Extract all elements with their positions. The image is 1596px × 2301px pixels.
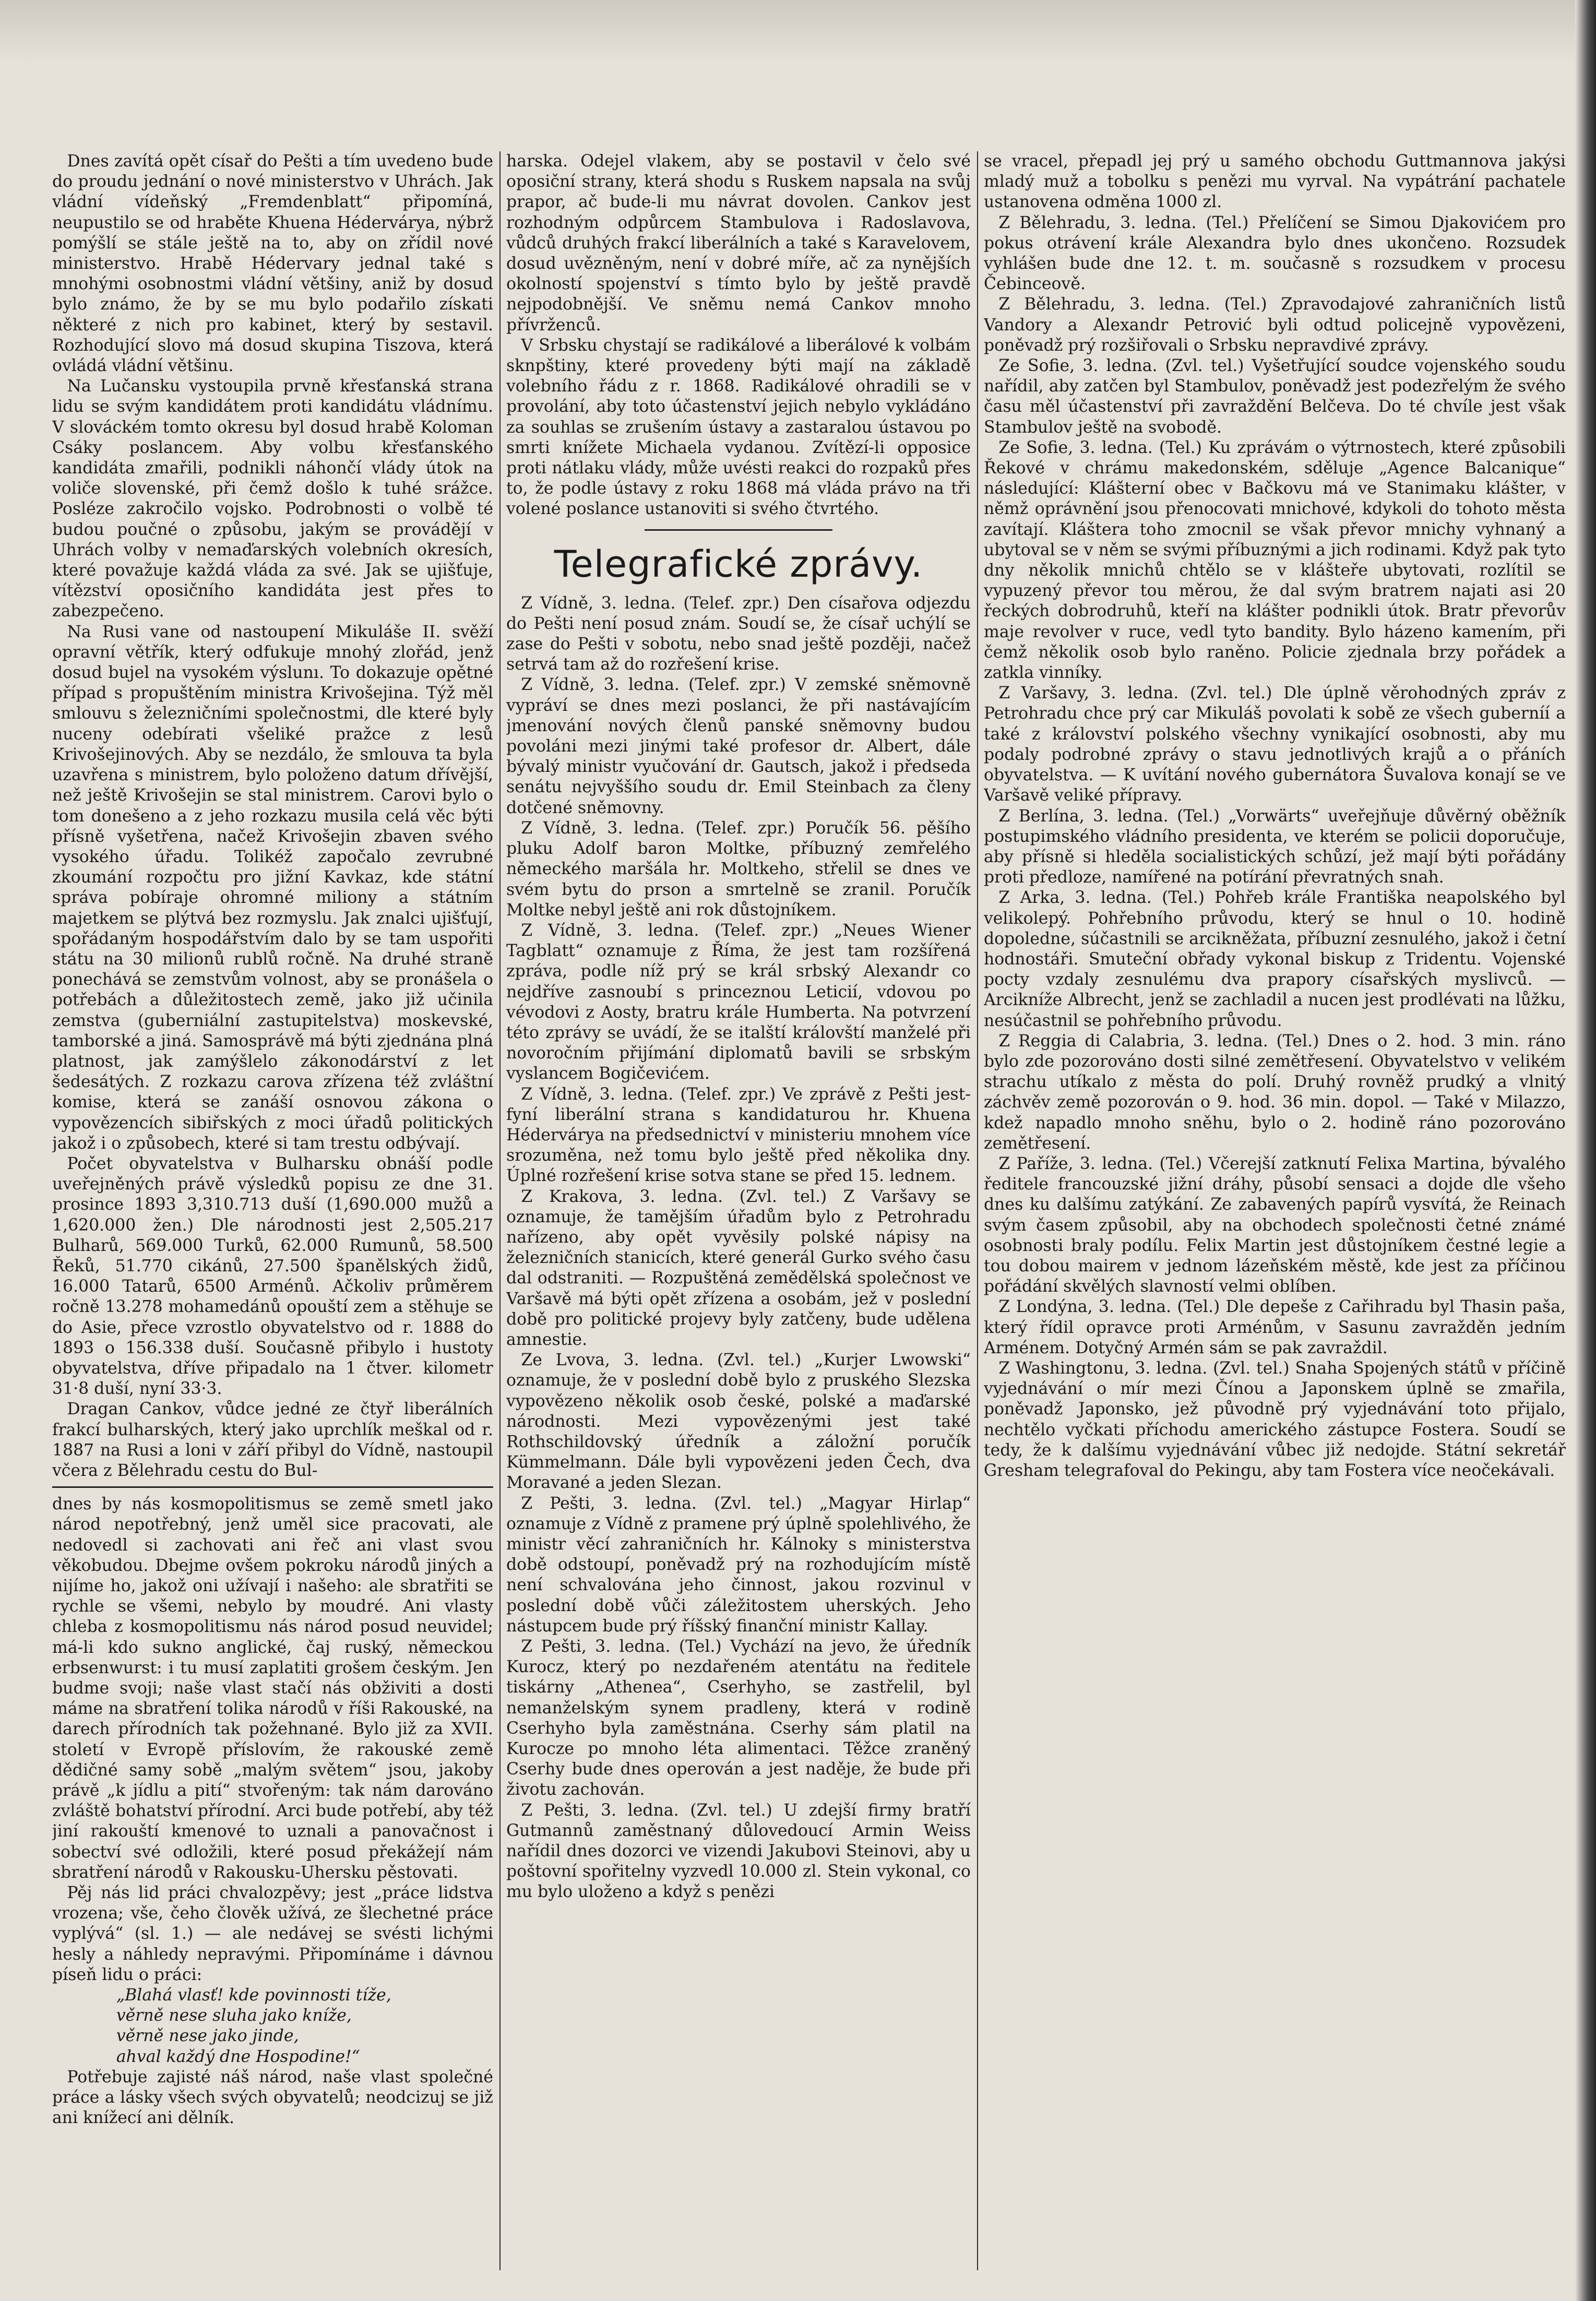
section-divider [52,1486,493,1488]
article-paragraph: Potřebuje zajisté náš národ, naše vlast společné práce a lásky všech svých obyvatelů; neodcizuj se již ani knížecí ani dělník. [52,2067,493,2128]
telegram-item: Z Vídně, 3. ledna. (Telef. zpr.) Poručík 56. pěšího pluku Adolf baron Moltke, příbuzný zemřelého německého maršála hr. Moltkeho, střelil se dnes ve svém bytu do prson a smrtelně se zranil. Poručík Moltke nebyl ještě ani rok důstojníkem. [506,818,971,920]
article-paragraph: Pěj nás lid práci chvalozpěvy; jest „práce lidstva vrozena; vše, čeho člověk užívá, ze šlechetné práce vyplývá“ (sl. 1.) — ale nedávej se svésti lichými hesly a náhledy nepravými. Připomínáme i dávnou píseň lidu o práci: [52,1883,493,1984]
telegram-item: Z Pešti, 3. ledna. (Zvl. tel.) „Magyar Hirlap“ oznamuje z Vídně z pramene prý úplně spolehlivého, že ministr věcí zahraničních hr. Kálnoky s ministerstva době odstoupí, poněvadž prý na rozhodujícím místě není schvalována jeho činnost, jakou rozvinul v poslední době vůči záležitostem uherských. Jeho nástupcem bude prý říšský finanční ministr Kallay. [506,1494,971,1636]
telegram-item: Z Reggia di Calabria, 3. ledna. (Tel.) Dnes o 2. hod. 3 min. ráno bylo zde pozorováno dosti silné zemětřesení. Obyvatelstvo v velikém strachu utíkalo z města do polí. Druhý rovněž prudký a vlnitý záchvěv země pozorován o 9. hod. 36 min. dopol. — Také v Milazzo, kdež napadlo mnoho sněhu, bylo o 2. hodině ráno pozorováno zemětřesení. [984,1031,1566,1153]
poem-line: ahval každý dne Hospodine!“ [116,2047,360,2066]
telegram-item: Ze Sofie, 3. ledna. (Zvl. tel.) Vyšetřující soudce vojenského soudu nařídil, aby zatčen byl Stambulov, poněvadž jest podezřelým že svého času měl účastenství při zavraždění Belčeva. Do té chvíle jest však Stambulov ještě na svobodě. [984,356,1566,437]
middle-column [506,151,971,2270]
article-paragraph: dnes by nás kosmopolitismus se země smetl jako národ nepotřebný, jenž uměl sice pracovati, ale nedovedl si zachovati ani řeč ani vlast svou věkobudou. Dbejme ovšem pokroku národů jiných a nijíme ho, jakož oni užívají i našeho: ale sbratřiti se rychle se všemi, nebylo by moudré. Ani vlasty chleba z kosmopolitismu nás národ posud neuvidel; má-li kdo sukno anglické, čaj ruský, německou erbsenwurst: i tu musí zaplatiti grošem českým. Jen budme svoji; naše vlast stačí nás obživiti a dosti máme na sbratření tolika národů v říši Rakouské, na darech přírodních tak požehnané. Bylo již za XVII. století v Evropě příslovím, že rakouské země dědičné samy sobě „malým světem“ jsou, jakoby právě „k jídlu a pití“ stvořeným: tak nám darováno zvláště bohatství přírodní. Arci bude potřebí, aby též jiní rakouští kmenové to uznali a panovačnost i sobectví své odložili, které posud překážejí nám sbratření národů v Rakousku-Uhersku pěstovati. [52,1495,493,1882]
telegram-item: se vracel, přepadl jej prý u samého obchodu Guttmannova jakýsi mladý muž a tobolku s penězi mu vyrval. Na vypátrání pachatele ustanovena odměna 1000 zl. [984,152,1566,212]
telegram-item: Z Varšavy, 3. ledna. (Zvl. tel.) Dle úplně věrohodných zpráv z Petrohradu chce prý car Mikuláš povolati k sobě ze všech guberníí a také z království polského všechny vynikající osobnosti, aby mu podaly podrobné zprávy o stavu jednotlivých krajů a o přáních obyvatelstva. — K uvítání nového gubernátora Šuvalova konají se ve Varšavě veliké přípravy. [984,684,1566,805]
article-paragraph: Na Lučansku vystoupila prvně křesťanská strana lidu se svým kandidátem proti kandidátu vládnímu. V slováckém tomto okresu byl dosud hrabě Koloman Csáky poslancem. Aby volbu křesťanského kandidáta zmařili, podnikli náhončí vlády útok na voliče slovenské, při čemž došlo k tuhé srážce. Posléze zakročilo vojsko. Podrobnosti o volbě té budou poučné o způsobu, jakým se provádějí v Uhrách volby v nemaďarských volebních okresích, které považuje každá vláda za své. Jak se ujišťuje, vítězství oposičního kandidáta jest přes to zabezpečeno. [52,377,493,621]
telegram-item: Z Washingtonu, 3. ledna. (Zvl. tel.) Snaha Spojených států v příčině vyjednávání o mír mezi Čínou a Japonskem úplně se zmařila, poněvadž Japonsko, jež původně prý vyjednávání toto přijalo, nechtělo vyčkati příchodu amerického zástupce Fostera. Soudí se tedy, že k dalšímu vyjednávání vůbec již nedojde. Státní sekretář Gresham telegrafoval do Pekingu, aby tam Fostera více neočekávali. [984,1358,1566,1480]
newspaper-page [52,151,1566,2270]
poem-quote [52,1985,493,2067]
column-rule [977,151,978,2270]
scan-top-edge [0,0,1596,63]
telegram-item: Z Berlína, 3. ledna. (Tel.) „Vorwärts“ uveřejňuje důvěrný oběžník postupimského vládního presidenta, ve kterém se policii doporučuje, aby přísně si hleděla socialistických schůzí, jež mají býti pořádány proti předloze, namířené na potírání převratných snah. [984,806,1566,887]
article-paragraph: Počet obyvatelstva v Bulharsku obnáší podle uveřejněných právě výsledků popisu ze dne 31. prosince 1893 3,310.713 duší (1,690.000 mužů a 1,620.000 žen.) Dle národnosti jest 2,505.217 Bulharů, 569.000 Turků, 62.000 Rumunů, 58.500 Řeků, 51.770 cikánů, 27.500 španělských židů, 16.000 Tatarů, 6500 Arménů. Ačkoliv průměrem ročně 13.278 mohamedánů opouští zem a stěhuje se do Asie, přece vzrostlo obyvatelstvo od r. 1888 do 1893 o 156.338 duší. Současně přibylo i hustoty obyvatelstva, dříve připadalo na 1 čtver. kilometr 31·8 duší, nyní 33·3. [52,1154,493,1399]
article-paragraph: Na Rusi vane od nastoupení Mikuláše II. svěží opravní větřík, který odfukuje mnohý zlořád, jenž dosud bujel na vysokém výslunı. To dokazuje opětné případ s propuštěním ministra Krivošejina. Týž měl smlouvu s železničními společnostmi, dle které byly nuceny odebírati všeliké pražce z lesů Krivošejinových. Aby se nezdálo, že smlouva ta byla uzavřena s ministrem, bylo položeno datum dřívější, než ještě Krivošejin se stal ministrem. Carovi bylo o tom donešeno a z jeho rozkazu musila celá věc býti přísně vyšetřena, načež Krivošejin zbaven svého vysokého úřadu. Tolikéž započalo zevrubné zkoumání rozpočtu pro jižní Kavkaz, kde státní správa pobíraje ohromné miliony a státním majetkem se plýtvá bez rozmyslu. Jak znalci ujišťují, spořádaným hospodářstvím dalo by se tam uspořiti státu na 30 milionů rublů ročně. Na druhé straně ponechává se zemstvům volnost, aby se pronášela o potřebách a důležitostech země, jako již učinila zemstva (guberniální zastupitelstva) moskevské, tamborské a jiná. Samosprávě má býti zjednána plná platnost, jak zamýšlelo zákonodárství z let šedesátých. Z rozkazu carova zřízena též zvláštní komise, která se zanáší osnovou zákona o vypovězencích sibiřských z moci úřadů politických jakož i o způsobech, které si tam trestu odbývají. [52,622,493,1153]
section-divider [645,529,832,531]
poem-line: věrně nese sluha jako kníže, [116,2006,352,2025]
telegram-item: Ze Sofie, 3. ledna. (Tel.) Ku zprávám o výtrnostech, které způsobili Řekové v chrámu makedonském, sděluje „Agence Balcanique“ následující: Klášterní obec v Bačkovu má ve Stanimaku klášter, v němž oprávnění jsou přenocovati mnichové, kdykoli do tohoto města zavítají. Kláštera toho zmocnil se však převor mnichy vyhnaný a ubytoval se v něm se svými příbuznými a jich rodinami. Když pak tyto dny několik mnichů chtělo se v klášteře ubytovati, rozlítil se vypuzený převor tou měrou, že dal svým bratrem najati asi 20 řeckých dobrodruhů, kteří na klášter podnikli útok. Bratr převorův maje revolver v ruce, vedl tyto bandity. Bylo házeno kamením, při čemž několik osob bylo raněno. Policie zjednala brzy pořádek a zatkla vinníky. [984,438,1566,683]
telegram-item: Z Krakova, 3. ledna. (Zvl. tel.) Z Varšavy se oznamuje, že tamějším úřadům bylo z Petrohradu nařízeno, aby opět vyvěsily polské nápisy na železničních stanicích, které generál Gurko svého času dal odstraniti. — Rozpuštěná zemědělská společnost ve Varšavě má býti opět zřízena a osobám, jež v poslední době pro politické projevy byly zatčeny, bude udělena amnestie. [506,1187,971,1349]
left-column [52,151,493,2270]
article-paragraph: Dragan Cankov, vůdce jedné ze čtyř liberálních frakcí bulharských, který jako uprchlík meškal od r. 1887 na Rusi a loni v září přibyl do Vídně, nastoupil včera z Bělehradu cestu do Bul- [52,1400,493,1480]
poem-line: věrně nese jako jinde, [116,2026,299,2046]
telegram-item: Z Bělehradu, 3. ledna. (Tel.) Přelíčení se Simou Djakovićem pro pokus otrávení krále Alexandra bylo dnes ukončeno. Rozsudek vyhlášen bude dne 12. t. m. současně s rozsudkem v procesu Čebinceově. [984,213,1566,294]
telegram-item: Z Vídně, 3. ledna. (Telef. zpr.) Ve zprávě z Pešti jest-fyní liberální strana s kandidaturou hr. Khuena Hédervárya na předsednictví v ministeriu mnohem více srozuměna, než tomu bylo ještě před několika dny. Úplné rozřešení krise sotva stane se před 15. lednem. [506,1084,971,1186]
section-heading: Telegrafické zprávy. [554,542,923,586]
telegram-item: Z Arka, 3. ledna. (Tel.) Pohřeb krále Františka neapolského byl velikolepý. Pohřebního průvodu, který se hnul o 10. hodině dopoledne, súčastnili se arcikněžata, příbuzní zesnulého, jakož i četní hodnostáři. Smuteční obřady vykonal biskup z Tridentu. Vojenské pocty vzdaly zesnulému dva prapory císařských myslivců. — Arcikníže Albrecht, jenž se zachladil a nucen jest prodlévati na lůžku, nesúčastnil se pohřebního průvodu. [984,888,1566,1030]
column-rule [499,151,501,2270]
telegram-item: Z Pešti, 3. ledna. (Tel.) Vychází na jevo, že úředník Kurocz, který po nezdařeném atentátu na ředitele tiskárny „Athenea“, Cserhyho, se zastřelil, byl nemanželským synem pradleny, která v rodině Cserhyho byla zaměstnána. Cserhy sám platil na Kurocze po mnoho léta alimentaci. Těžce zraněný Cserhy bude dnes operován a jest naděje, že bude při životu zachován. [506,1637,971,1799]
telegram-item: Z Paříže, 3. ledna. (Tel.) Včerejší zatknutí Felixa Martina, bývalého ředitele francouzské jižní dráhy, působí sensaci a dojde dle všeho dnes ku dalšímu zatýkání. Ze zabavených papírů vysvítá, že Reinach svým časem způsobil, aby na obchodech společnosti četné známé osobnosti braly podílu. Felix Martin jest důstojníkem čestné legie a tou dobou mairem v jednom lázeňském městě, kde jest za příčinou pořádání skvělých slavností velmi oblíben. [984,1154,1566,1296]
telegram-item: Z Vídně, 3. ledna. (Telef. zpr.) V zemské sněmovně vypráví se dnes mezi poslanci, že při nastávajícím jmenování nových členů panské sněmovny budou povoláni mezi jinými také profesor dr. Albert, dále bývalý ministr vyučování dr. Gautsch, jakož i předseda senátu nejvyššího soudu dr. Emil Steinbach za členy dotčené sněmovny. [506,675,971,817]
telegram-item: Z Vídně, 3. ledna. (Telef. zpr.) Den císařova odjezdu do Pešti není posud znám. Soudí se, že císař uchýlí se zase do Pešti v sobotu, nebo snad ještě později, načež setrvá tam až do rozřešení krise. [506,593,971,674]
article-paragraph: harska. Odejel vlakem, aby se postavil v čelo své oposiční strany, která shodu s Ruskem napsala na svůj prapor, ač bude-li mu návrat dovolen. Cankov jest rozhodným odpůrcem Stambulova i Radoslavova, vůdců druhých frakcí liberálních a také s Karavelovem, dosud uvězněným, není v dobré míře, ač za nynějších okolností spojenství s tímto bylo by ještě pravdě nejpodobnější. Ve sněmu nemá Cankov mnoho přívrženců. [506,152,971,335]
poem-line: „Blahá vlasť! kde povinnosti tíže, [116,1986,391,2005]
telegram-item: Ze Lvova, 3. ledna. (Zvl. tel.) „Kurjer Lwowski“ oznamuje, že v poslední době bylo z pruského Slezska vypovězeno několik osob české, polské a maďarské národnosti. Mezi vypovězenými jest také Rothschildovský úředník a záložní poručík Kümmelmann. Dále byli vypovězeni jeden Čech, dva Moravané a jeden Slezan. [506,1351,971,1493]
telegram-item: Z Londýna, 3. ledna. (Tel.) Dle depeše z Cařihradu byl Thasin paša, který řídil opravce proti Arménům, v Sasunu zavražděn jedním Arménem. Dotyčný Armén sám se pak zavraždil. [984,1297,1566,1357]
right-column [984,151,1566,2270]
scan-right-edge [1575,0,1596,2301]
article-paragraph: Dnes zavítá opět císař do Pešti a tím uvedeno bude do proudu jednání o nové ministerstvo v Uhrách. Jak vládní vídeňský „Fremdenblatt“ připomíná, neupustilo se od hraběte Khuena Hédervárya, nýbrž pomýšlí se stále ještě na to, aby on zřídil nové ministerstvo. Hrabě Hédervary jednal také s mnohými osobnostmi vládní většiny, aniž by dosud bylo známo, že by se mu bylo podařilo získati některé z nich pro kabinet, který by sestavil. Rozhodující slovo má dosud skupina Tiszova, která ovládá vládní většinu. [52,152,493,376]
article-paragraph: V Srbsku chystají se radikálové a liberálové k volbám sknpštiny, které provedeny býti mají na základě volebního řádu z r. 1868. Radikálové ohradili se v provolání, aby toto účastenství jejich nebylo vykládáno za souhlas se zrušením ústavy a zastaralou ústavou po smrti knížete Michaela vydanou. Zvítězí-li opposice proti nátlaku vlády, může uvésti reakci do rozpaků přes to, že podle ústavy z roku 1868 má vláda právo na tři volené poslance ustanoviti si svého čtvrtého. [506,336,971,519]
telegram-item: Z Bělehradu, 3. ledna. (Tel.) Zpravodajové zahraničních listů Vandory a Alexandr Petrović byli odtud policejně vypovězeni, poněvadž prý rozšiřovali o Srbsku nepravdivé zprávy. [984,295,1566,355]
telegram-item: Z Vídně, 3. ledna. (Telef. zpr.) „Neues Wiener Tagblatt“ oznamuje z Říma, že jest tam rozšířená zpráva, podle níž prý se král srbský Alexandr co nejdříve zasnoubí s princeznou Leticií, vdovou po vévodovi z Aosty, bratru krále Humberta. Na potvrzení této zprávy se uvádí, že se italští královští manželé při novoročním přijímání diplomatů bavili se srbským vyslancem Bogičevićem. [506,921,971,1083]
telegram-item: Z Pešti, 3. ledna. (Zvl. tel.) U zdejší firmy bratří Gutmannů zaměstnaný důlovedoucí Armin Weiss nařídil dnes dozorci ve vizendi Jakubovi Steinovi, aby u poštovní spořitelny vyzvedl 10.000 zl. Stein vykonal, co mu bylo uloženo a když s penězi [506,1801,971,1902]
